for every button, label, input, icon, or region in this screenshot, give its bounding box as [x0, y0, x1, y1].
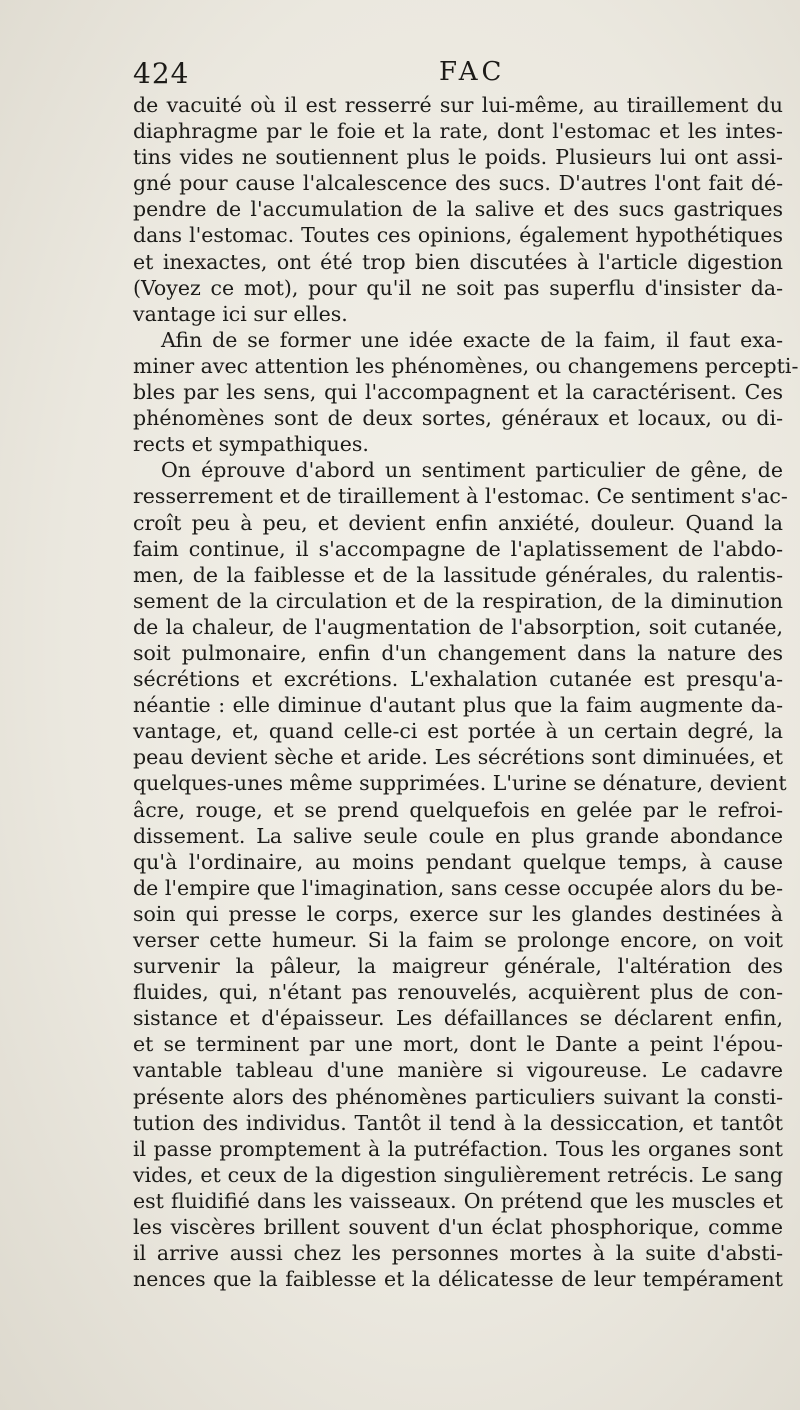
text-line: dissement. La salive seule coule en plus grande abondance — [133, 823, 783, 848]
paragraph — [133, 327, 799, 457]
text-line: soit pulmonaire, enfin d'un changement dans la nature des — [133, 640, 783, 665]
text-line: (Voyez ce mot), pour qu'il ne soit pas superflu d'insister da- — [133, 275, 783, 300]
text-line: et inexactes, ont été trop bien discutées à l'article digestion — [133, 249, 783, 274]
text-line: phénomènes sont de deux sortes, généraux et locaux, ou di- — [133, 406, 783, 431]
text-line: sistance et d'épaisseur. Les défaillances se déclarent enfin, — [133, 1006, 783, 1031]
text-line: faim continue, il s'accompagne de l'aplatissement de l'abdo- — [133, 536, 783, 561]
paragraph — [133, 92, 783, 327]
text-line: verser cette humeur. Si la faim se prolonge encore, on voit — [133, 928, 783, 952]
text-line: vides, et ceux de la digestion singulièrement retrécis. Le sang — [133, 1162, 783, 1187]
page-number: 424 — [133, 57, 190, 90]
text-line: vantage ici sur elles. — [133, 301, 348, 326]
text-line: peau devient sèche et aride. Les sécrétions sont diminuées, et — [133, 745, 783, 770]
text-line: sécrétions et excrétions. L'exhalation cutanée est presqu'a- — [133, 667, 783, 692]
text-line: nences que la faiblesse et la délicatesse de leur tempérament — [133, 1267, 783, 1292]
text-line: survenir la pâleur, la maigreur générale, l'altération des — [133, 954, 783, 979]
text-line: Afin de se former une idée exacte de la faim, il faut exa- — [161, 327, 783, 352]
text-line: quelques-unes même supprimées. L'urine se dénature, devient — [133, 771, 787, 796]
text-line: de la chaleur, de l'augmentation de l'absorption, soit cutanée, — [133, 614, 783, 639]
text-line: il arrive aussi chez les personnes mortes à la suite d'absti- — [133, 1241, 783, 1266]
text-line: dans l'estomac. Toutes ces opinions, également hypothétiques — [133, 223, 783, 248]
text-line: diaphragme par le foie et la rate, dont l'estomac et les intes- — [133, 119, 783, 144]
text-line: de vacuité où il est resserré sur lui-même, au tiraillement du — [133, 93, 783, 117]
text-line: soin qui presse le corps, exerce sur les glandes destinées à — [133, 901, 783, 926]
text-line: fluides, qui, n'étant pas renouvelés, acquièrent plus de con- — [133, 980, 783, 1005]
text-line: resserrement et de tiraillement à l'estomac. Ce sentiment s'ac- — [133, 484, 788, 509]
paragraph — [133, 457, 788, 1292]
text-line: tins vides ne soutiennent plus le poids. Plusieurs lui ont assi- — [133, 145, 783, 170]
text-line: croît peu à peu, et devient enfin anxiété, douleur. Quand la — [133, 510, 783, 535]
body-text — [133, 92, 799, 1292]
text-line: il passe promptement à la putréfaction. Tous les organes sont — [133, 1136, 783, 1161]
text-line: pendre de l'accumulation de la salive et des sucs gastriques — [133, 197, 783, 222]
text-line: néantie : elle diminue d'autant plus que la faim augmente da- — [133, 693, 783, 718]
text-line: miner avec attention les phénomènes, ou changemens percepti- — [133, 353, 799, 378]
text-line: vantage, et, quand celle-ci est portée à un certain degré, la — [133, 719, 783, 744]
text-line: présente alors des phénomènes particuliers suivant la consti- — [133, 1084, 783, 1109]
text-line: gné pour cause l'alcalescence des sucs. D'autres l'ont fait dé- — [133, 171, 783, 196]
text-line: est fluidifié dans les vaisseaux. On prétend que les muscles et — [133, 1188, 783, 1213]
text-line: vantable tableau d'une manière si vigoureuse. Le cadavre — [133, 1058, 783, 1083]
text-line: de l'empire que l'imagination, sans cesse occupée alors du be- — [133, 875, 783, 900]
text-line: et se terminent par une mort, dont le Dante a peint l'épou- — [133, 1032, 783, 1057]
text-line: tution des individus. Tantôt il tend à la dessiccation, et tantôt — [133, 1110, 783, 1135]
text-line: rects et sympathiques. — [133, 432, 369, 457]
text-line: qu'à l'ordinaire, au moins pendant quelque temps, à cause — [133, 849, 783, 874]
text-line: men, de la faiblesse et de la lassitude générales, du ralentis- — [133, 562, 783, 587]
text-line: sement de la circulation et de la respiration, de la diminution — [133, 588, 783, 613]
text-line: On éprouve d'abord un sentiment particulier de gêne, de — [161, 458, 783, 483]
running-head: FAC — [439, 57, 506, 87]
text-line: les viscères brillent souvent d'un éclat phosphorique, comme — [133, 1215, 783, 1240]
text-line: bles par les sens, qui l'accompagnent et la caractérisent. Ces — [133, 380, 783, 405]
text-line: âcre, rouge, et se prend quelquefois en gelée par le refroi- — [133, 797, 783, 822]
page-header — [133, 57, 800, 97]
